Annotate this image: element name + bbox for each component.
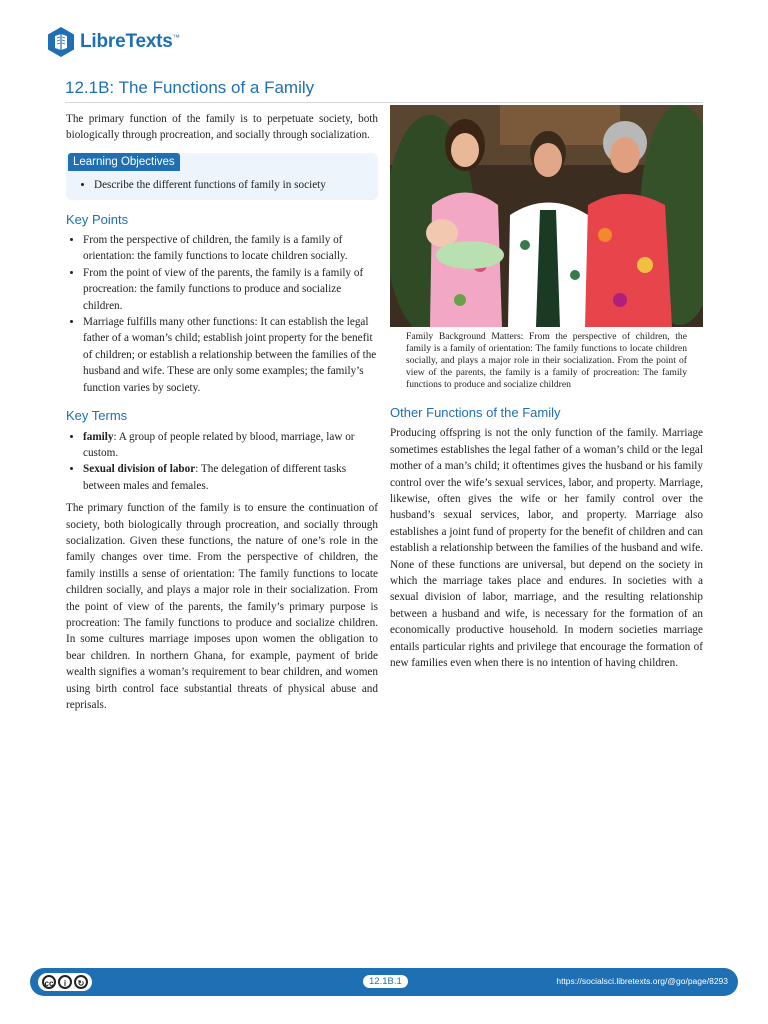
left-column bbox=[66, 111, 378, 713]
key-term: Sexual division of labor bbox=[83, 463, 196, 476]
key-point-item: • Marriage fulfills many other functions: It can establish the legal father of a woman’s child; establish joint property for the benefit of children; or establish a relationship between the families of the husband and wife. These are only some examples; the family’s function varies by society. bbox=[83, 314, 378, 396]
learning-objectives-box bbox=[66, 153, 378, 200]
key-point-item: • From the perspective of children, the family is a family of orientation: the family functions to locate children socially. bbox=[83, 232, 378, 265]
body-text-left: The primary function of the family is to ensure the continuation of society, both biologically through procreation, and socially through socialization. Given these functions, the nature of one’s role in the family changes over time. From the perspective of children, the family instills a sense of orientation: The family functions to locate children socially, and plays a major role in their socialization. From the point of view of the parents, the family’s primary purpose is procreation: The family functions to produce and socialize children. In some cultures marriage imposes upon women the obligation to bear children. In northern Ghana, for example, payment of bride wealth signifies a woman’s requirement to bear children, and women using birth control face substantial threats of physical abuse and reprisals. bbox=[66, 502, 378, 711]
page-url-link[interactable]: https://socialsci.libretexts.org/@go/page/8293 bbox=[556, 976, 728, 986]
license-badge[interactable] bbox=[38, 973, 92, 991]
key-term: family bbox=[83, 430, 114, 443]
page-number: 12.1B.1 bbox=[363, 975, 408, 988]
family-photo bbox=[390, 105, 703, 327]
learning-objective-item: • Describe the different functions of family in society bbox=[94, 177, 378, 193]
key-points-list bbox=[66, 232, 378, 396]
key-term-item bbox=[83, 429, 378, 462]
by-icon: i bbox=[58, 975, 72, 989]
footer-bar bbox=[30, 968, 738, 996]
other-functions-text: Producing offspring is not the only function of the family. Marriage sometimes establishes the legal father of a woman’s child or the legal mother of a man’s child; it oftentimes gives the husband or his family control over the wife’s sexual services, labor, and property. Marriage, likewise, often gives the wife or her family control over the husband’s sexual services, labor, and property. Marriage also establishes a joint fund of property for the benefit of children and can establish a relationship between the families of the husband and wife. None of these functions are universal, but depend on the society in which the marriage takes place and endures. In societies with a sexual division of labor, marriage, and the resulting relationship between a husband and wife, is necessary for the formation of an economically productive household. In modern societies marriage entails particular rights and privilege that encourage the formation of new families even when there is no intention of having children. bbox=[390, 427, 703, 670]
libretexts-logo-icon bbox=[46, 26, 76, 58]
key-term-definition: : The delegation of different tasks between males and females. bbox=[83, 463, 347, 492]
family-photo-illustration bbox=[390, 105, 703, 327]
page-title: 12.1B: The Functions of a Family bbox=[65, 78, 703, 103]
cc-icon: cc bbox=[42, 975, 56, 989]
brand-name: LibreTexts™ bbox=[80, 31, 180, 52]
figure-caption: Family Background Matters: From the perspective of children, the family is a family of orientation: The family functions to locate children socially, and plays a major role in their socialization. From the point of view of the parents, the family is a family of procreation: The family functions to produce and socialize children bbox=[406, 331, 687, 390]
other-functions-heading: Other Functions of the Family bbox=[390, 405, 561, 420]
right-column bbox=[390, 105, 703, 672]
intro-text: The primary function of the family is to perpetuate society, both biologically through procreation, and socially through socialization. bbox=[66, 113, 378, 142]
key-term-definition: : A group of people related by blood, marriage, law or custom. bbox=[83, 430, 355, 459]
learning-objectives-label: Learning Objectives bbox=[68, 153, 180, 171]
key-term-item bbox=[83, 461, 378, 494]
sa-icon: ↻ bbox=[74, 975, 88, 989]
key-terms-list bbox=[66, 429, 378, 495]
key-terms-heading: Key Terms bbox=[66, 408, 128, 424]
key-points-heading: Key Points bbox=[66, 211, 129, 227]
libretexts-logo[interactable] bbox=[46, 26, 180, 58]
key-point-item: • From the point of view of the parents, the family is a family of procreation: the family functions to produce and socialize children. bbox=[83, 265, 378, 314]
